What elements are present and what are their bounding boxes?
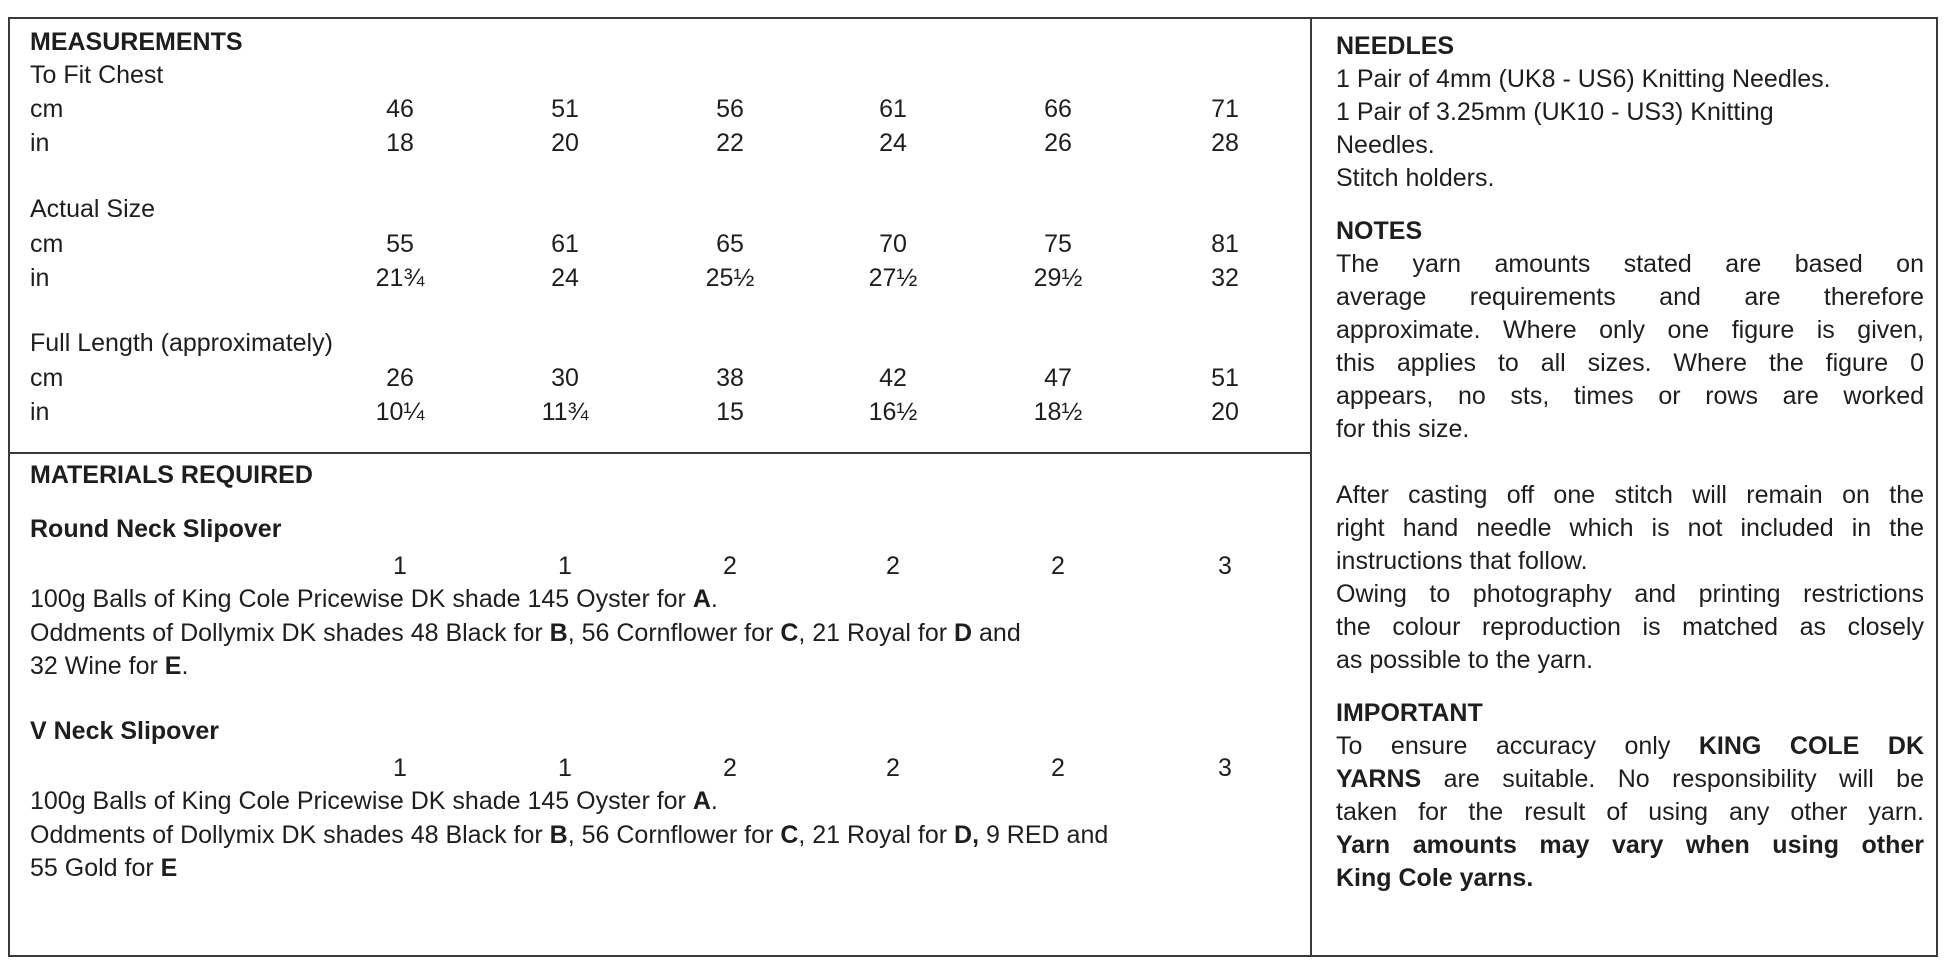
round-yarn-line: 100g Balls of King Cole Pricewise DK shade 145 Oyster for A. xyxy=(30,585,718,613)
vneck-balls-2: 1 xyxy=(558,754,572,782)
actual-cm-label: cm xyxy=(30,230,64,258)
round-balls-1: 1 xyxy=(393,552,407,580)
actual-label: Actual Size xyxy=(30,195,156,223)
v-neck-title: V Neck Slipover xyxy=(30,717,219,745)
notes-p3-line-3: as possible to the yarn. xyxy=(1336,646,1594,674)
chest-cm-3: 56 xyxy=(716,95,744,123)
important-line-4: Yarn amounts may vary when using other xyxy=(1336,831,1924,859)
notes-p2-line-1: After casting off one stitch will remain on the xyxy=(1336,481,1924,509)
notes-p2-line-2: right hand needle which is not included in the xyxy=(1336,514,1924,542)
chest-in-2: 20 xyxy=(551,129,579,157)
length-label: Full Length (approximately) xyxy=(30,329,333,357)
length-cm-3: 38 xyxy=(716,364,744,392)
actual-in-2: 24 xyxy=(551,264,579,292)
actual-in-3: 25½ xyxy=(705,264,755,292)
actual-in-label: in xyxy=(30,264,50,292)
chest-cm-label: cm xyxy=(30,95,64,123)
important-line-5: King Cole yarns. xyxy=(1336,864,1534,892)
length-in-1: 10¼ xyxy=(375,398,425,426)
chest-cm-2: 51 xyxy=(551,95,579,123)
needles-line-4: Stitch holders. xyxy=(1336,164,1495,192)
actual-cm-2: 61 xyxy=(551,230,579,258)
round-oddments-line: Oddments of Dollymix DK shades 48 Black for B, 56 Cornflower for C, 21 Royal for D and xyxy=(30,619,1021,647)
notes-heading: NOTES xyxy=(1336,217,1423,245)
important-line-1: To ensure accuracy only KING COLE DK xyxy=(1336,732,1924,760)
actual-in-4: 27½ xyxy=(868,264,918,292)
length-in-4: 16½ xyxy=(868,398,918,426)
chest-in-label: in xyxy=(30,129,50,157)
vneck-oddments-line-2: 55 Gold for E xyxy=(30,854,178,882)
needles-line-3: Needles. xyxy=(1336,131,1435,159)
length-cm-6: 51 xyxy=(1211,364,1239,392)
vneck-balls-6: 3 xyxy=(1218,754,1232,782)
actual-cm-6: 81 xyxy=(1211,230,1239,258)
needles-heading: NEEDLES xyxy=(1336,32,1455,60)
chest-in-3: 22 xyxy=(716,129,744,157)
measurements-heading: MEASUREMENTS xyxy=(30,28,243,56)
actual-cm-3: 65 xyxy=(716,230,744,258)
column-divider xyxy=(1310,17,1312,957)
length-cm-1: 26 xyxy=(386,364,414,392)
notes-p3-line-1: Owing to photography and printing restrictions xyxy=(1336,580,1924,608)
notes-line-6: for this size. xyxy=(1336,415,1470,443)
round-neck-title: Round Neck Slipover xyxy=(30,515,282,543)
chest-in-4: 24 xyxy=(879,129,907,157)
length-in-5: 18½ xyxy=(1033,398,1083,426)
chest-cm-1: 46 xyxy=(386,95,414,123)
actual-in-5: 29½ xyxy=(1033,264,1083,292)
actual-in-6: 32 xyxy=(1211,264,1239,292)
actual-cm-4: 70 xyxy=(879,230,907,258)
chest-in-1: 18 xyxy=(386,129,414,157)
vneck-oddments-line: Oddments of Dollymix DK shades 48 Black for B, 56 Cornflower for C, 21 Royal for D, 9 RED and xyxy=(30,821,1109,849)
notes-line-5: appears, no sts, times or rows are worked xyxy=(1336,382,1924,410)
chest-cm-6: 71 xyxy=(1211,95,1239,123)
chest-in-6: 28 xyxy=(1211,129,1239,157)
important-line-3: taken for the result of using any other yarn. xyxy=(1336,798,1924,826)
notes-line-2: average requirements and are therefore xyxy=(1336,283,1924,311)
chest-cm-5: 66 xyxy=(1044,95,1072,123)
right-column xyxy=(1336,30,1924,895)
round-oddments-line-2: 32 Wine for E. xyxy=(30,652,189,680)
vneck-yarn-line: 100g Balls of King Cole Pricewise DK shade 145 Oyster for A. xyxy=(30,787,718,815)
notes-line-1: The yarn amounts stated are based on xyxy=(1336,250,1924,278)
chest-label: To Fit Chest xyxy=(30,61,164,89)
round-balls-2: 1 xyxy=(558,552,572,580)
chest-in-5: 26 xyxy=(1044,129,1072,157)
round-balls-4: 2 xyxy=(886,552,900,580)
chest-cm-4: 61 xyxy=(879,95,907,123)
actual-cm-5: 75 xyxy=(1044,230,1072,258)
round-balls-5: 2 xyxy=(1051,552,1065,580)
length-in-label: in xyxy=(30,398,50,426)
materials-heading: MATERIALS REQUIRED xyxy=(30,461,313,489)
round-balls-6: 3 xyxy=(1218,552,1232,580)
length-cm-2: 30 xyxy=(551,364,579,392)
needles-line-2: 1 Pair of 3.25mm (UK10 - US3) Knitting xyxy=(1336,98,1774,126)
needles-line-1: 1 Pair of 4mm (UK8 - US6) Knitting Needles. xyxy=(1336,65,1831,93)
actual-in-1: 21¾ xyxy=(375,264,425,292)
actual-cm-1: 55 xyxy=(386,230,414,258)
length-cm-5: 47 xyxy=(1044,364,1072,392)
round-balls-3: 2 xyxy=(723,552,737,580)
notes-p3-line-2: the colour reproduction is matched as closely xyxy=(1336,613,1924,641)
vneck-balls-3: 2 xyxy=(723,754,737,782)
length-cm-4: 42 xyxy=(879,364,907,392)
notes-p2-line-3: instructions that follow. xyxy=(1336,547,1588,575)
length-cm-label: cm xyxy=(30,364,64,392)
section-divider xyxy=(8,452,1311,454)
length-in-2: 11¾ xyxy=(541,398,589,426)
vneck-balls-5: 2 xyxy=(1051,754,1065,782)
vneck-balls-1: 1 xyxy=(393,754,407,782)
length-in-3: 15 xyxy=(716,398,744,426)
vneck-balls-4: 2 xyxy=(886,754,900,782)
important-line-2: YARNS are suitable. No responsibility will be xyxy=(1336,765,1924,793)
important-heading: IMPORTANT xyxy=(1336,699,1483,727)
notes-line-4: this applies to all sizes. Where the figure 0 xyxy=(1336,349,1924,377)
length-in-6: 20 xyxy=(1211,398,1239,426)
notes-line-3: approximate. Where only one figure is given, xyxy=(1336,316,1924,344)
